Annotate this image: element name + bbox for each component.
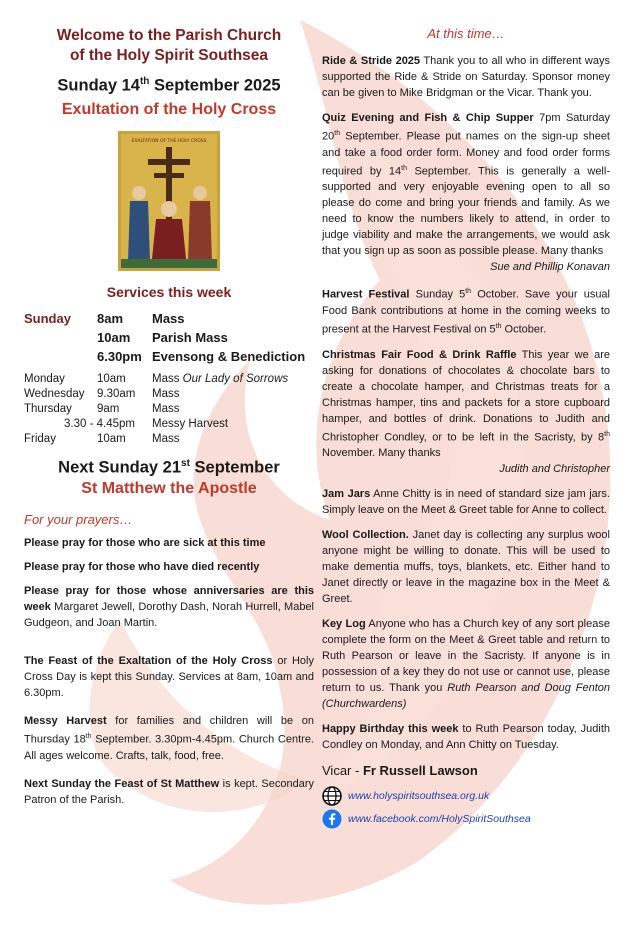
service-time: 6.30pm <box>97 348 142 364</box>
notice-st-matthew <box>24 776 314 808</box>
service-row <box>24 328 324 347</box>
jam-text: Anne Chitty is in need of standard size jam jars. Simply leave on the Meet & Greet table for Anne to collect. <box>322 488 610 517</box>
xmas-text1: This year we are asking for donations of chocolates & chocolate bars to create a chocolate hamper, and Christmas treats for a Christmas hamper, tins and packets for a store cupboard hamper, and bottles of drink. Donations to Judith and Christopher Condley, or to be left in the Sacristy, by 8 <box>322 348 610 444</box>
icon-label: EXALTATION OF THE HOLY CROSS <box>131 138 207 144</box>
parish-title-line1: Welcome to the Parish Church <box>56 27 282 44</box>
service-day <box>24 328 97 347</box>
bday-text: to Ruth Pearson today, Judith Condley on Monday, and Ann Chitty on Tuesday. <box>322 723 610 752</box>
notice-holy-cross <box>24 653 314 701</box>
globe-icon <box>322 786 342 806</box>
service-day: Thursday <box>24 402 72 415</box>
date-sup: th <box>139 76 150 87</box>
prayer-sick-text: Please pray for those who are sick at this time <box>24 537 266 549</box>
service-row <box>24 417 324 432</box>
next-sup: st <box>181 457 190 469</box>
messy-bold: Messy Harvest <box>24 715 107 727</box>
facebook-link[interactable]: www.facebook.com/HolySpiritSouthsea <box>348 813 531 826</box>
messy-text2: September. 3.30pm-4.45pm. Church Centre. All ages welcome. Crafts, talk, food, free. <box>24 733 314 762</box>
contact-links <box>322 786 610 829</box>
service-time: 10am <box>97 432 126 445</box>
service-day: Sunday <box>24 310 71 326</box>
service-time: 8am <box>97 310 124 326</box>
key-churchwardens: Ruth Pearson and Doug Fenton (Churchwardens) <box>322 682 610 711</box>
date-suffix: September 2025 <box>149 76 281 95</box>
matthew-bold: Next Sunday the Feast of St Matthew <box>24 777 220 790</box>
notice-harvest <box>322 284 610 337</box>
next-sunday-date <box>24 458 314 478</box>
right-column <box>322 26 610 829</box>
service-event-italic: Our Lady of Sorrows <box>182 372 289 385</box>
harvest-text2: October. Save your usual Food Bank contributions at home in the coming weeks to present at the Harvest Festival on 5 <box>322 288 610 336</box>
xmas-signature: Judith and Christopher <box>499 463 610 476</box>
left-column <box>24 26 314 808</box>
service-event-text: Mass <box>152 372 183 385</box>
service-event-text: Parish Mass <box>152 329 228 345</box>
service-row <box>24 309 324 328</box>
sunday-date <box>24 76 314 96</box>
parish-title <box>24 26 314 66</box>
next-suffix: September <box>189 458 280 476</box>
quiz-text3: September. This is generally a well-supported and very enjoyable evening open to all so please do come and bring your friends and family. As we need to know the numbers likely to attend, in order to judge viability and make the arrangements, we would ask that you sign up as soon as possible please. Many thanks <box>322 165 610 258</box>
service-event-text: Mass <box>152 432 180 445</box>
xmas-bold: Christmas Fair Food & Drink Raffle <box>322 348 517 361</box>
holy-cross-icon-image <box>118 131 220 271</box>
next-feast-title: St Matthew the Apostle <box>81 480 257 497</box>
service-event-text: Messy Harvest <box>152 417 229 430</box>
vicar-name: Fr Russell Lawson <box>362 763 478 779</box>
service-time: 3.30 - 4.45pm <box>64 417 135 430</box>
service-event <box>152 309 324 328</box>
at-this-time-heading: At this time… <box>427 26 505 41</box>
notice-ride-stride <box>322 53 610 101</box>
quiz-text2: September. Please put names on the sign-up sheet and take a food order form. Money and food order forms required by 14 <box>322 130 610 178</box>
jam-bold: Jam Jars <box>322 488 371 501</box>
anniv-names: Margaret Jewell, Dorothy Dash, Norah Hurrell, Mabel Gudgeon, and Joan Martin. <box>24 601 314 629</box>
prayer-died-text: Please pray for those who have died recently <box>24 561 260 573</box>
vicar-prefix: Vicar - <box>322 763 363 779</box>
facebook-icon <box>322 809 342 829</box>
holy-cross-text: or Holy Cross Day is kept this Sunday. Services at 8am, 10am and 6.30pm. <box>24 655 314 699</box>
prayer-anniversaries <box>24 583 314 631</box>
key-bold: Key Log <box>322 618 366 631</box>
notice-jam-jars <box>322 486 610 518</box>
quiz-bold: Quiz Evening and Fish & Chip Supper <box>322 112 534 124</box>
service-event <box>152 328 324 347</box>
bday-bold: Happy Birthday this week <box>322 723 459 736</box>
xmas-text2: November. Many thanks <box>322 447 441 460</box>
messy-text1: for families and children will be on Thursday 18 <box>24 715 314 746</box>
notice-birthday <box>322 721 610 753</box>
wool-text: Janet day is collecting any surplus wool anyone might be willing to donate. This will be used to make dementia muffs, toys, blankets, etc. Either hand to Janet directly or leave in the magazine box in the Meet & Greet. <box>322 529 610 606</box>
quiz-signature: Sue and Phillip Konavan <box>490 261 610 274</box>
service-day: Friday <box>24 432 56 445</box>
service-time: 10am <box>97 372 126 385</box>
service-row <box>24 372 324 387</box>
service-time: 9am <box>97 402 120 415</box>
service-time: 10am <box>97 329 131 345</box>
prayer-sick <box>24 535 314 551</box>
service-event-text: Mass <box>152 387 180 400</box>
service-row <box>24 347 324 366</box>
ride-text: Thank you to all who in different ways supported the Ride & Stride on Saturday. Sponsor money can be given to Mike Bridgman or the Vicar. Thank you. <box>322 55 610 99</box>
harvest-text1: Sunday 5 <box>409 288 466 301</box>
service-event <box>152 402 324 417</box>
harvest-bold: Harvest Festival <box>322 288 410 301</box>
harvest-sup2: th <box>495 322 502 330</box>
notice-key-log <box>322 616 610 712</box>
wool-bold: Wool Collection. <box>322 529 409 542</box>
services-heading: Services this week <box>106 283 232 300</box>
service-day: Wednesday <box>24 387 85 400</box>
services-table <box>24 309 324 447</box>
messy-sup: th <box>85 733 92 740</box>
parish-title-line2: of the Holy Spirit Southsea <box>69 47 269 64</box>
service-event-text: Mass <box>152 402 180 415</box>
notice-messy-harvest <box>24 713 314 764</box>
notice-wool <box>322 527 610 607</box>
quiz-sup2: th <box>401 164 407 172</box>
service-day <box>24 347 97 366</box>
service-row <box>24 402 324 417</box>
service-event <box>152 417 324 432</box>
service-event-text: Evensong & Benediction <box>152 348 306 364</box>
service-event-text: Mass <box>152 310 185 326</box>
website-row[interactable] <box>322 786 610 806</box>
date-prefix: Sunday 14 <box>57 76 140 95</box>
service-time: 9.30am <box>97 387 136 400</box>
next-prefix: Next Sunday 21 <box>58 458 182 476</box>
matthew-text: is kept. Secondary Patron of the Parish. <box>24 777 314 806</box>
notice-christmas-raffle <box>322 347 610 462</box>
service-row <box>24 387 324 402</box>
quiz-sup1: th <box>334 130 341 137</box>
harvest-text3: October. <box>501 323 547 336</box>
prayers-heading: For your prayers… <box>24 512 133 527</box>
service-event <box>152 387 324 402</box>
feast-title: Exultation of the Holy Cross <box>61 100 277 118</box>
service-row <box>24 432 324 447</box>
prayer-died <box>24 559 314 575</box>
anniv-bold: Please pray for those whose anniversaries are this week <box>24 585 314 613</box>
service-event <box>152 347 324 366</box>
xmas-sup: th <box>604 430 610 438</box>
ride-bold: Ride & Stride 2025 <box>322 55 421 67</box>
holy-cross-bold: The Feast of the Exaltation of the Holy Cross <box>24 655 273 667</box>
harvest-sup1: th <box>465 288 472 296</box>
key-text: Anyone who has a Church key of any sort please complete the form on the Meet & Greet table and return to Ruth Pearson or leave in the Sacristy. If anyone is in possession of a key they do not use or cannot use, please return to us. Thank you <box>322 618 610 695</box>
notice-quiz <box>322 110 610 259</box>
quiz-text1: 7pm Saturday 20 <box>322 112 610 143</box>
website-link[interactable]: www.holyspiritsouthsea.org.uk <box>348 790 490 803</box>
service-event <box>152 432 324 447</box>
service-event <box>152 372 324 387</box>
service-day: Monday <box>24 372 65 385</box>
vicar-line <box>322 763 610 778</box>
facebook-row[interactable] <box>322 809 610 829</box>
